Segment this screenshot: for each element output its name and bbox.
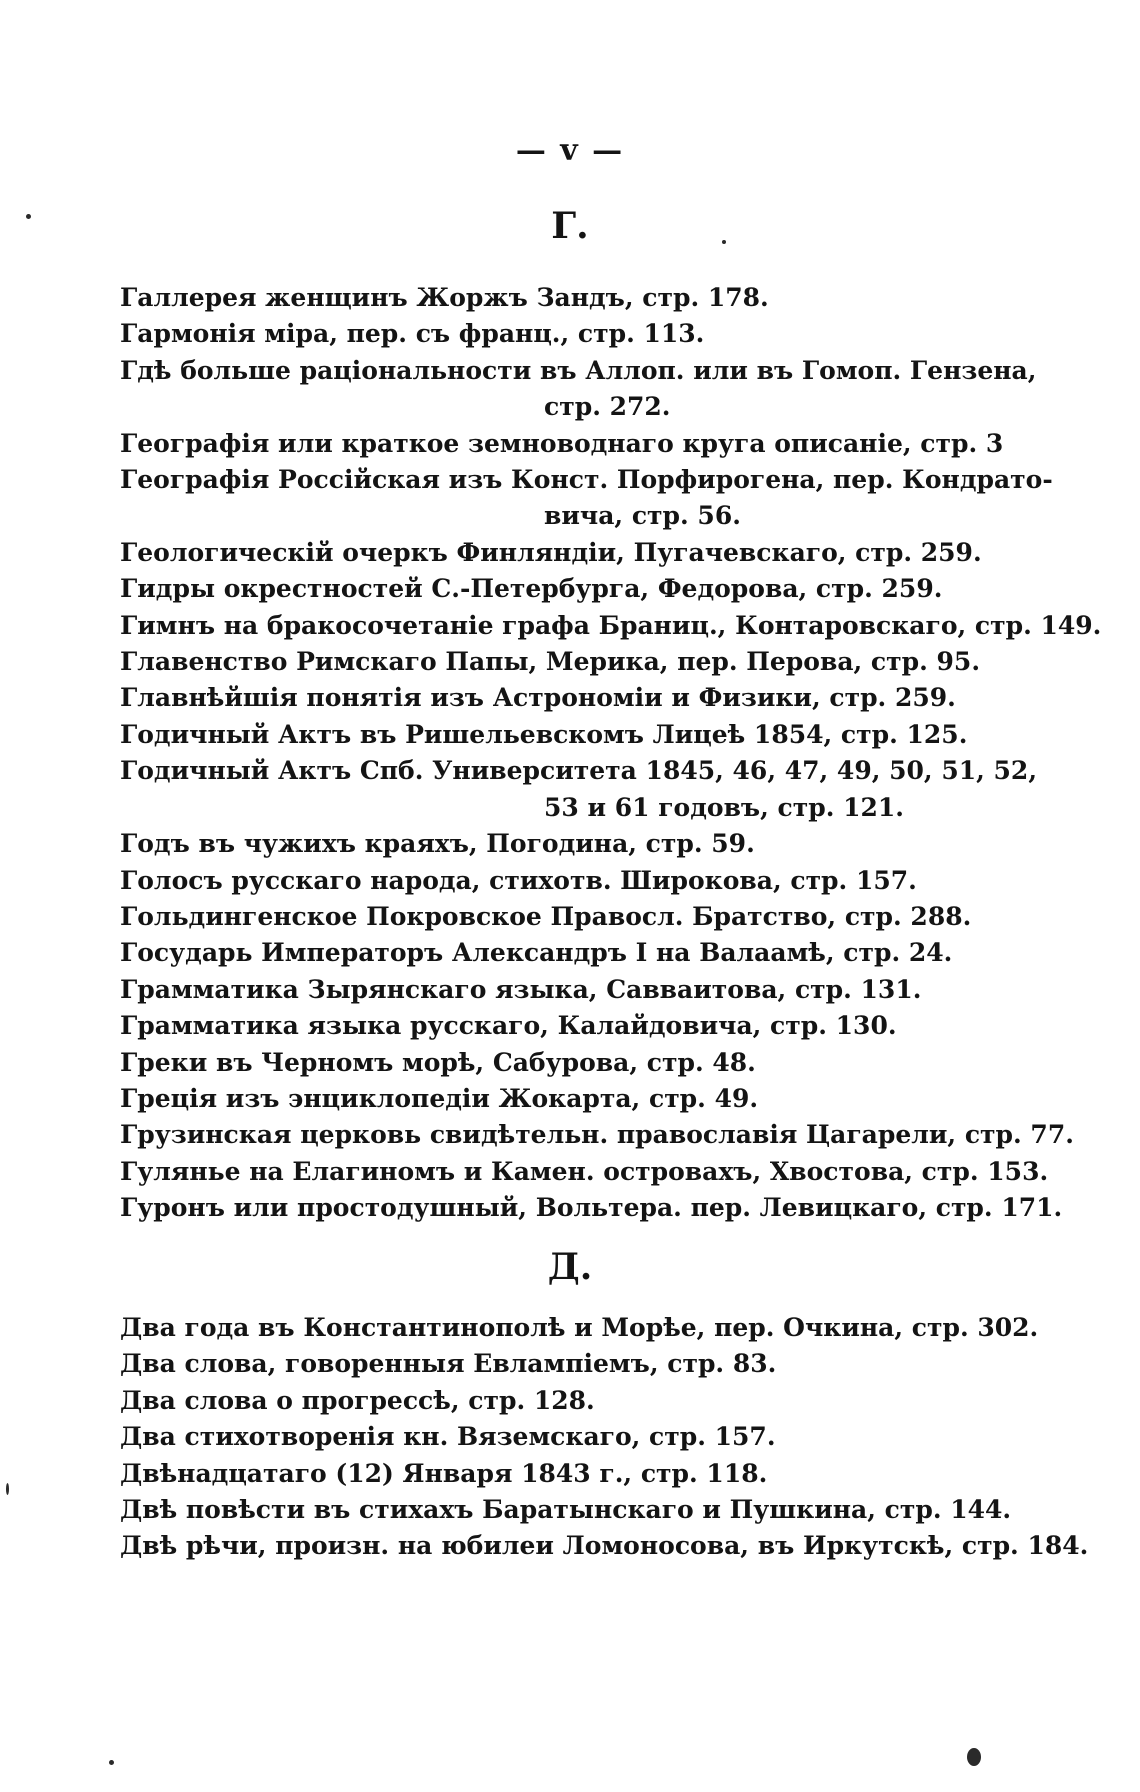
index-entry [120, 1045, 980, 1081]
index-entry [120, 1492, 1012, 1528]
entry-title: Главнѣйшія понятія изъ Астрономіи и Физики, стр. 259. [120, 683, 956, 713]
entry-title: Грузинская церковь свидѣтельн. православія Цагарели, стр. 77. [120, 1120, 1074, 1150]
index-entry [120, 1310, 1039, 1346]
entry-title: Гидры окрестностей С.-Петербурга, Федорова, стр. 259. [120, 574, 943, 604]
entry-title: Грамматика языка русскаго, Калайдовича, стр. 130. [120, 1011, 897, 1041]
index-entry [120, 316, 980, 352]
index-entry [120, 935, 980, 971]
entry-title: Годъ въ чужихъ краяхъ, Погодина, стр. 59. [120, 829, 755, 859]
index-entry [120, 680, 980, 716]
scan-speck [967, 1748, 981, 1766]
index-list-d [120, 1310, 1089, 1565]
entry-title: Два слова о прогрессѣ, стр. 128. [120, 1385, 595, 1415]
index-entry [120, 717, 980, 753]
index-entry [120, 1456, 980, 1492]
section-heading-g: Г. [551, 205, 589, 247]
entry-title: Греція изъ энциклопедіи Жокарта, стр. 49. [120, 1083, 759, 1113]
entry-title: Грамматика Зырянскаго языка, Савваитова, стр. 131. [120, 974, 922, 1004]
entry-title: Годичный Актъ въ Ришельевскомъ Лицеѣ 1854, стр. 125. [120, 719, 968, 749]
entry-title: Гулянье на Елагиномъ и Камен. островахъ, Хвостова, стр. 153. [120, 1156, 1049, 1186]
page-number: — v — [515, 133, 625, 168]
index-entry [120, 1190, 1063, 1226]
index-entry [120, 826, 980, 862]
entry-title: Географія или краткое земноводнаго круга описаніе, стр. 3 [120, 428, 1004, 458]
entry-title: Гольдингенское Покровское Правосл. Братство, стр. 288. [120, 901, 972, 931]
entry-title: Главенство Римскаго Папы, Мерика, пер. Перова, стр. 95. [120, 647, 981, 677]
entry-title: Гимнъ на бракосочетаніе графа Браниц., Контаровскаго, стр. 149. [120, 610, 1102, 640]
entry-title: Двѣнадцатаго (12) Января 1843 г., стр. 118. [120, 1458, 768, 1488]
entry-title: Географія Россійская изъ Конст. Порфирогена, пер. Кондрато- [120, 465, 1053, 495]
index-entry [120, 608, 1102, 644]
index-entry [120, 1154, 1049, 1190]
entry-continuation: стр. 272. [544, 392, 671, 422]
section-heading-d: Д. [547, 1246, 593, 1288]
index-entry [120, 899, 980, 935]
index-list-g [120, 280, 1102, 1227]
index-entry [120, 644, 980, 680]
entry-title: Годичный Актъ Спб. Университета 1845, 46, 47, 49, 50, 51, 52, [120, 756, 1038, 786]
scan-speck [722, 240, 726, 244]
entry-title: Гуронъ или простодушный, Вольтера. пер. Левицкаго, стр. 171. [120, 1193, 1063, 1223]
entry-title: Два года въ Константинополѣ и Морѣе, пер. Очкина, стр. 302. [120, 1313, 1039, 1342]
entry-title: Два стихотворенія кн. Вяземскаго, стр. 157. [120, 1422, 776, 1452]
scan-speck [6, 1483, 9, 1495]
index-entry [120, 535, 980, 571]
index-entry [120, 863, 980, 899]
index-entry [120, 1383, 980, 1419]
index-entry [120, 280, 980, 316]
index-entry [120, 1528, 1089, 1564]
scan-speck [26, 214, 31, 219]
index-entry [120, 1081, 980, 1117]
entry-title: Двѣ рѣчи, произн. на юбилеи Ломоносова, въ Иркутскѣ, стр. 184. [120, 1531, 1089, 1561]
index-entry [120, 1117, 1074, 1153]
index-entry [120, 426, 1004, 462]
entry-title: Галлерея женщинъ Жоржъ Зандъ, стр. 178. [120, 283, 769, 312]
index-entry [120, 462, 1053, 535]
entry-title: Гдѣ больше раціональности въ Аллоп. или въ Гомоп. Гензена, [120, 355, 1037, 385]
index-entry [120, 571, 980, 607]
entry-title: Гармонія міра, пер. съ франц., стр. 113. [120, 319, 705, 349]
index-entry [120, 1008, 980, 1044]
entry-title: Голосъ русскаго народа, стихотв. Широкова, стр. 157. [120, 865, 917, 895]
entry-title: Греки въ Черномъ морѣ, Сабурова, стр. 48. [120, 1047, 756, 1077]
index-entry [120, 353, 1037, 426]
entry-title: Государь Императоръ Александръ I на Валаамѣ, стр. 24. [120, 938, 953, 968]
entry-title: Геологическій очеркъ Финляндіи, Пугачевскаго, стр. 259. [120, 537, 982, 567]
entry-continuation: 53 и 61 годовъ, стр. 121. [544, 792, 905, 822]
entry-continuation: вича, стр. 56. [544, 501, 741, 531]
entry-title: Два слова, говоренныя Евлампіемъ, стр. 83. [120, 1349, 777, 1379]
scan-speck [109, 1760, 114, 1765]
index-entry [120, 972, 980, 1008]
entry-title: Двѣ повѣсти въ стихахъ Баратынскаго и Пушкина, стр. 144. [120, 1495, 1012, 1525]
index-entry [120, 1419, 980, 1455]
index-entry [120, 1346, 980, 1382]
index-entry [120, 753, 1038, 826]
